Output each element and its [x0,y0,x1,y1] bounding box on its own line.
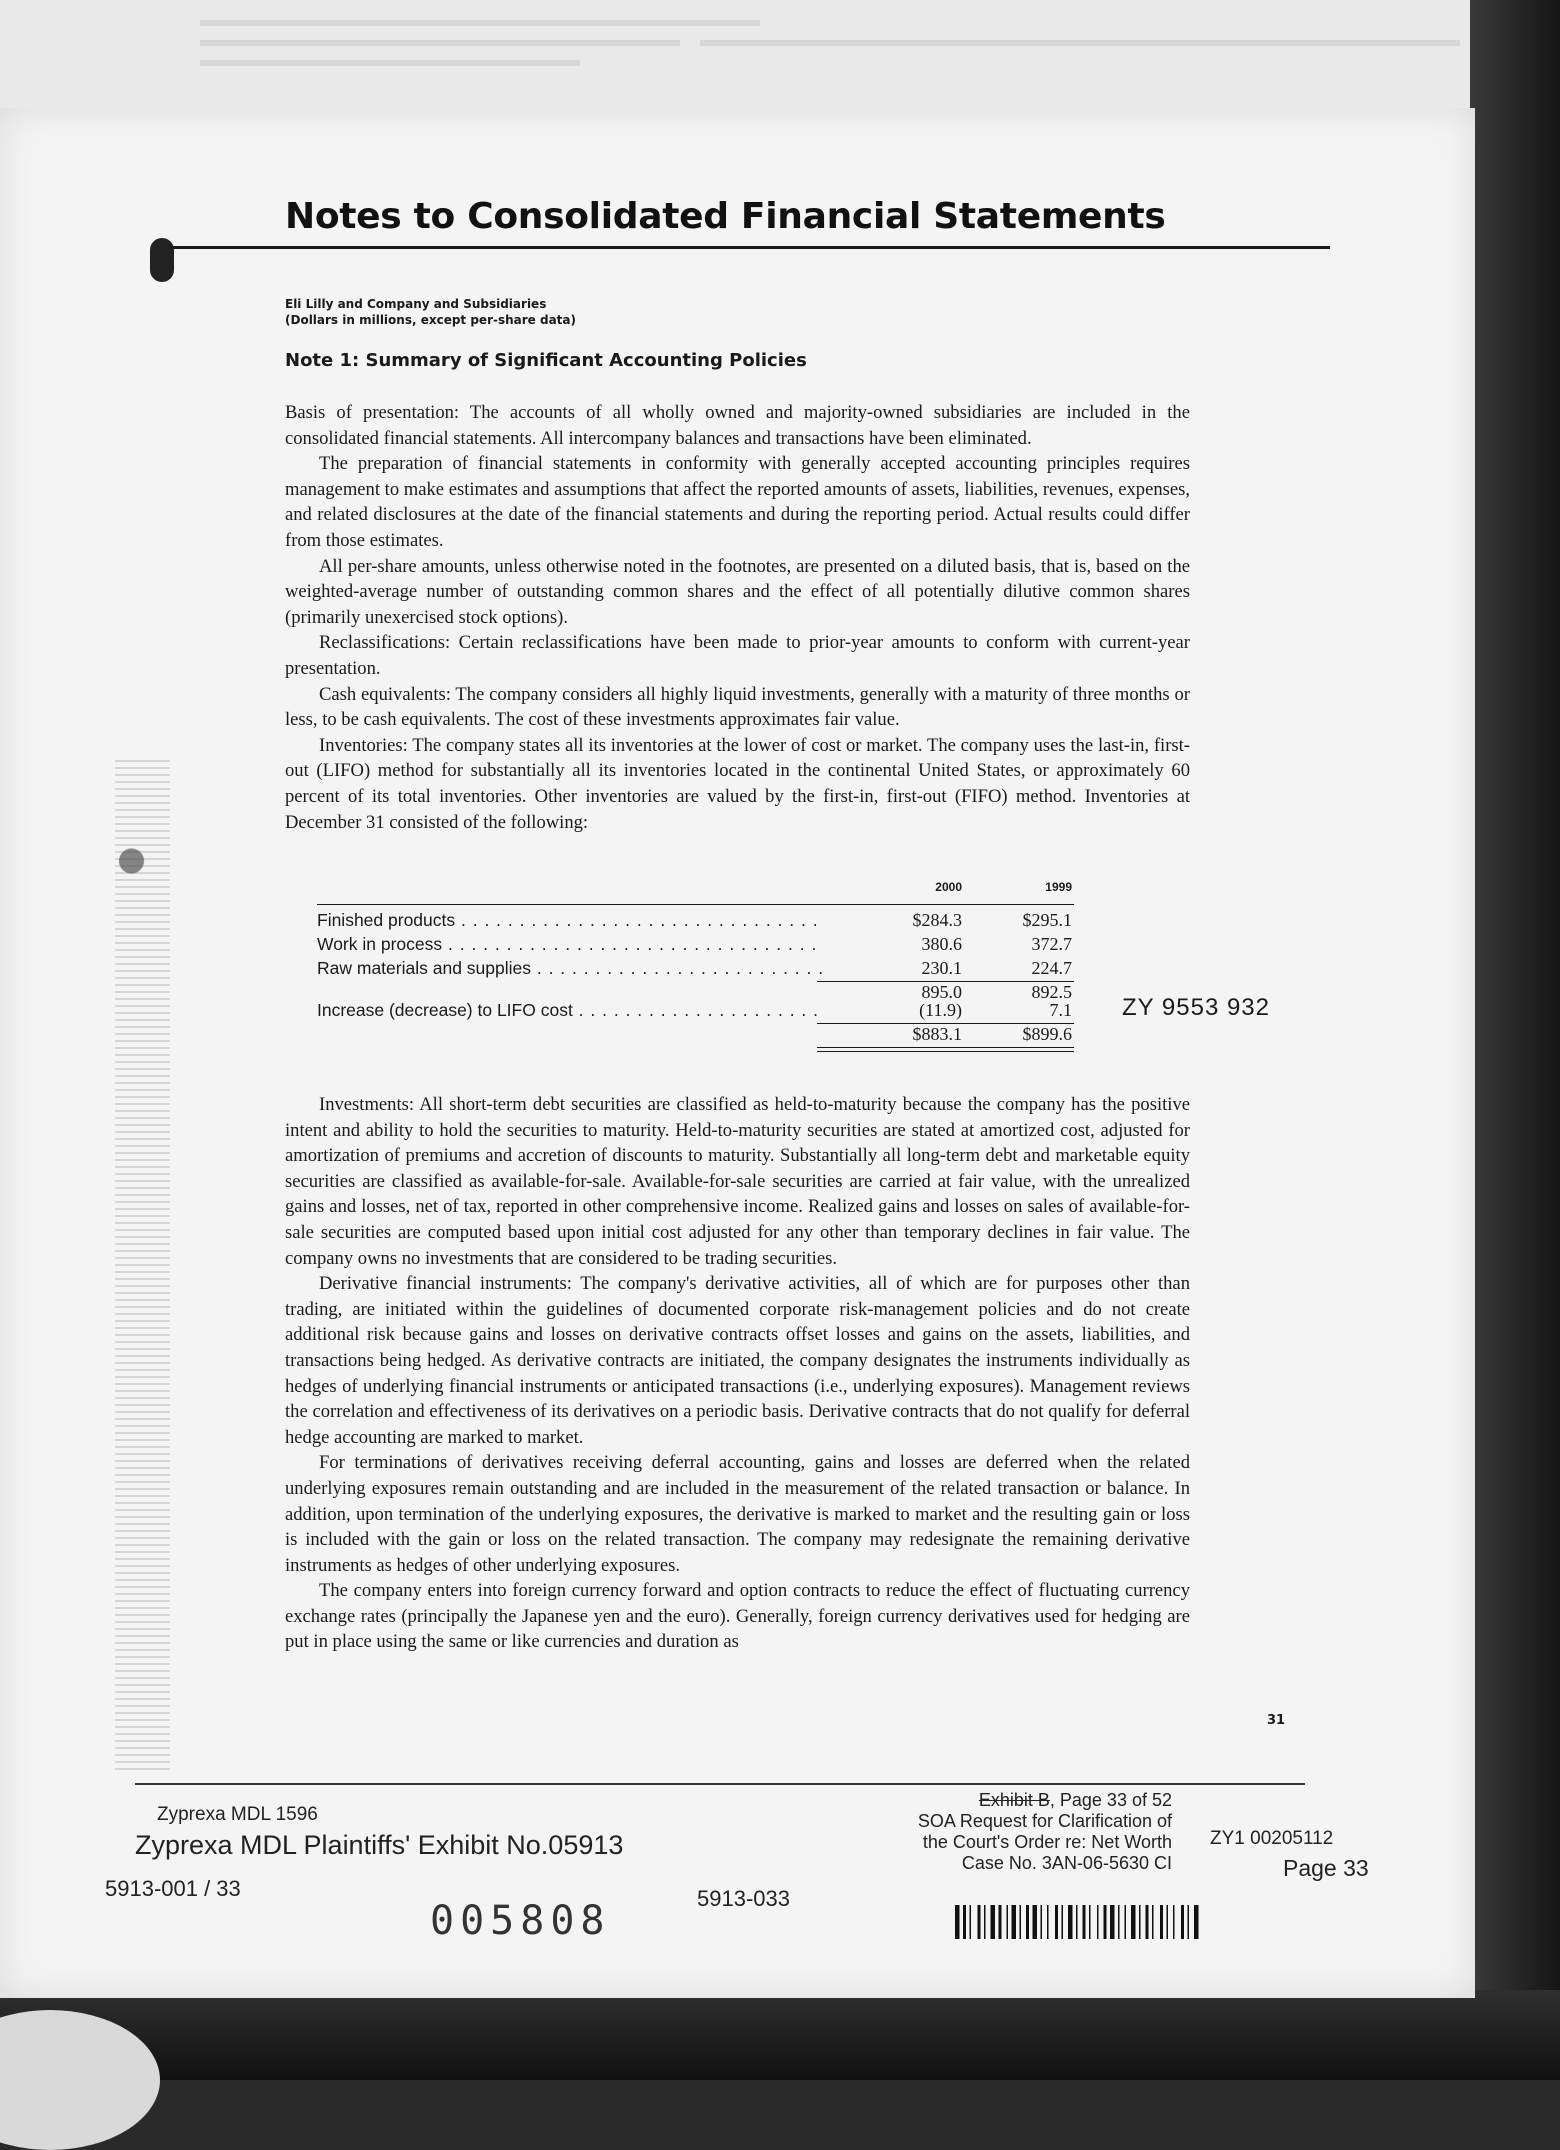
page-label: Page 33 [1283,1855,1369,1881]
body-text-top [285,400,1190,835]
case-number: Case No. 3AN-06-5630 CI [961,1853,1172,1873]
value-2000: $284.3 [912,910,962,930]
value-2000: 230.1 [921,958,962,978]
row-label: Work in process . . . [317,934,822,955]
paragraph: Cash equivalents: The company considers all highly liquid investments, generally with a maturity of three months or less, to be cash equivalents. The cost of these investments approximates fair value. [285,683,1190,731]
side-stamp: ZY 9553 932 [1122,994,1271,1021]
value-2000: (11.9) [919,1000,962,1020]
value-1999: 372.7 [1031,934,1072,954]
exhibit-page: , Page 33 of 52 [1049,1790,1172,1810]
table-top-rule [317,904,1074,905]
units-note: (Dollars in millions, except per-share data) [285,313,576,327]
paragraph: Basis of presentation: The accounts of all wholly owned and majority-owned subsidiaries are included in the consolidated financial statements. All intercompany balances and transactions have been eliminated. [285,402,1190,449]
total-2000: $883.1 [912,1024,962,1044]
document-page [0,108,1475,1998]
exhibit-stamp [882,1790,1172,1874]
double-rule-bottom [817,1051,1074,1052]
row-label: Increase (decrease) to LIFO cost . . . [317,1000,822,1021]
exhibit-title: Zyprexa MDL Plaintiffs' Exhibit No.05913 [135,1830,624,1860]
soa-line: the Court's Order re: Net Worth [922,1832,1172,1852]
heading-rule [170,246,1330,249]
binder-hole-icon [150,238,174,282]
paragraph: Reclassifications: Certain reclassifications have been made to prior-year amounts to conform with current-year presentation. [285,632,1190,679]
desk-bottom [0,1990,1560,2080]
note-title: Note 1: Summary of Significant Accounting Policies [285,350,807,371]
paragraph: Investments: All short-term debt securities are classified as held-to-maturity because the company has the positive intent and ability to hold the securities to maturity. Held-to-maturity securities are stated at amortized cost, adjusted for amortization of premiums and accretion of discounts to maturity. Substantially all long-term debt and marketable equity securities are classified as available-for-sale. Available-for-sale securities are carried at fair value, with the unrealized gains and losses, net of tax, reported in other comprehensive income. Realized gains and losses on sales of available-for-sale securities are computed based upon initial cost adjusted for any other than temporary declines in fair value. The company owns no investments that are considered to be trading securities. [285,1094,1190,1269]
value-1999: $295.1 [1022,910,1072,930]
company-name: Eli Lilly and Company and Subsidiaries [285,297,547,311]
soa-line: SOA Request for Clarification of [917,1811,1172,1831]
zy-code: ZY1 00205112 [1210,1828,1334,1849]
scan-speckle [115,760,170,1770]
table-row [317,934,1077,958]
desk-edge [1470,0,1560,2080]
exhibit-ref-2: 5913-033 [697,1886,790,1911]
year-header-2000: 2000 [935,880,962,894]
body-text-bottom [285,1092,1190,1655]
table-row [317,910,1077,934]
row-label: Raw materials and supplies . . . [317,958,822,979]
paragraph: The preparation of financial statements in conformity with generally accepted accounting principles requires management to make estimates and assumptions that affect the reported amounts of assets, liabilities, revenues, expenses, and related disclosures at the date of the financial statements and during the reporting period. Actual results could differ from those estimates. [285,453,1190,551]
value-1999: 7.1 [1049,1000,1072,1020]
page-title: Notes to Consolidated Financial Statements [285,196,1166,237]
exhibit-page-line [882,1790,1172,1811]
subtotal-2000: 895.0 [921,982,962,1002]
paragraph: The company enters into foreign currency forward and option contracts to reduce the effect of fluctuating currency exchange rates (principally the Japanese yen and the euro). Generally, foreign currency derivatives used for hedging are put in place using the same or like currencies and duration as [285,1580,1190,1653]
exhibit-ref: 5913-001 / 33 [105,1876,241,1901]
value-2000: 380.6 [921,934,962,954]
mdl-label: Zyprexa MDL 1596 [157,1804,318,1825]
subtotal-1999: 892.5 [1031,982,1072,1002]
total-row [317,1024,1077,1048]
table-row [317,1000,1077,1024]
paragraph: Inventories: The company states all its inventories at the lower of cost or market. The company uses the last-in, first-out (LIFO) method for substantially all its inventories located in the continental United States, or approximately 60 percent of its total inventories. Other inventories are valued by the first-in, first-out (FIFO) method. Inventories at December 31 consisted of the following: [285,734,1190,833]
table-row [317,958,1077,982]
barcode-icon [955,1905,1327,1939]
value-1999: 224.7 [1031,958,1072,978]
paragraph: For terminations of derivatives receiving deferral accounting, gains and losses are deferred when the related underlying exposures remain outstanding and are included in the measurement of the related transaction or balance. In addition, upon termination of the underlying exposures, the derivative is marked to market and the resulting gain or loss is included with the gain or loss on the related transaction. The company may redesignate the remaining derivative instruments as hedges of other underlying exposures. [285,1452,1190,1576]
bates-number: 005808 [430,1898,611,1944]
double-rule-top [817,1047,1074,1048]
paragraph: Derivative financial instruments: The company's derivative activities, all of which are for purposes other than trading, are initiated within the guidelines of documented corporate risk-management policies and do not create additional risk because gains and losses on derivative contracts offset losses and gains on the assets, liabilities, and transactions being hedged. As derivative contracts are initiated, the company designates the instruments individually as hedges of underlying financial instruments or anticipated transactions (i.e., underlying exposures). Management reviews the correlation and effectiveness of its derivatives on a periodic basis. Derivative contracts that do not qualify for deferral hedge accounting are marked to market. [285,1273,1190,1448]
year-header-1999: 1999 [1045,880,1072,894]
company-info [285,296,576,328]
page-number: 31 [1267,1713,1286,1728]
row-label: Finished products . . . [317,910,822,931]
total-1999: $899.6 [1022,1024,1072,1044]
footer-rule [135,1783,1305,1785]
paragraph: All per-share amounts, unless otherwise noted in the footnotes, are presented on a diluted basis, that is, based on the weighted-average number of outstanding common shares and the effect of all potentially dilutive common shares (primarily unexercised stock options). [285,555,1190,628]
exhibit-label: Exhibit B [978,1790,1050,1810]
